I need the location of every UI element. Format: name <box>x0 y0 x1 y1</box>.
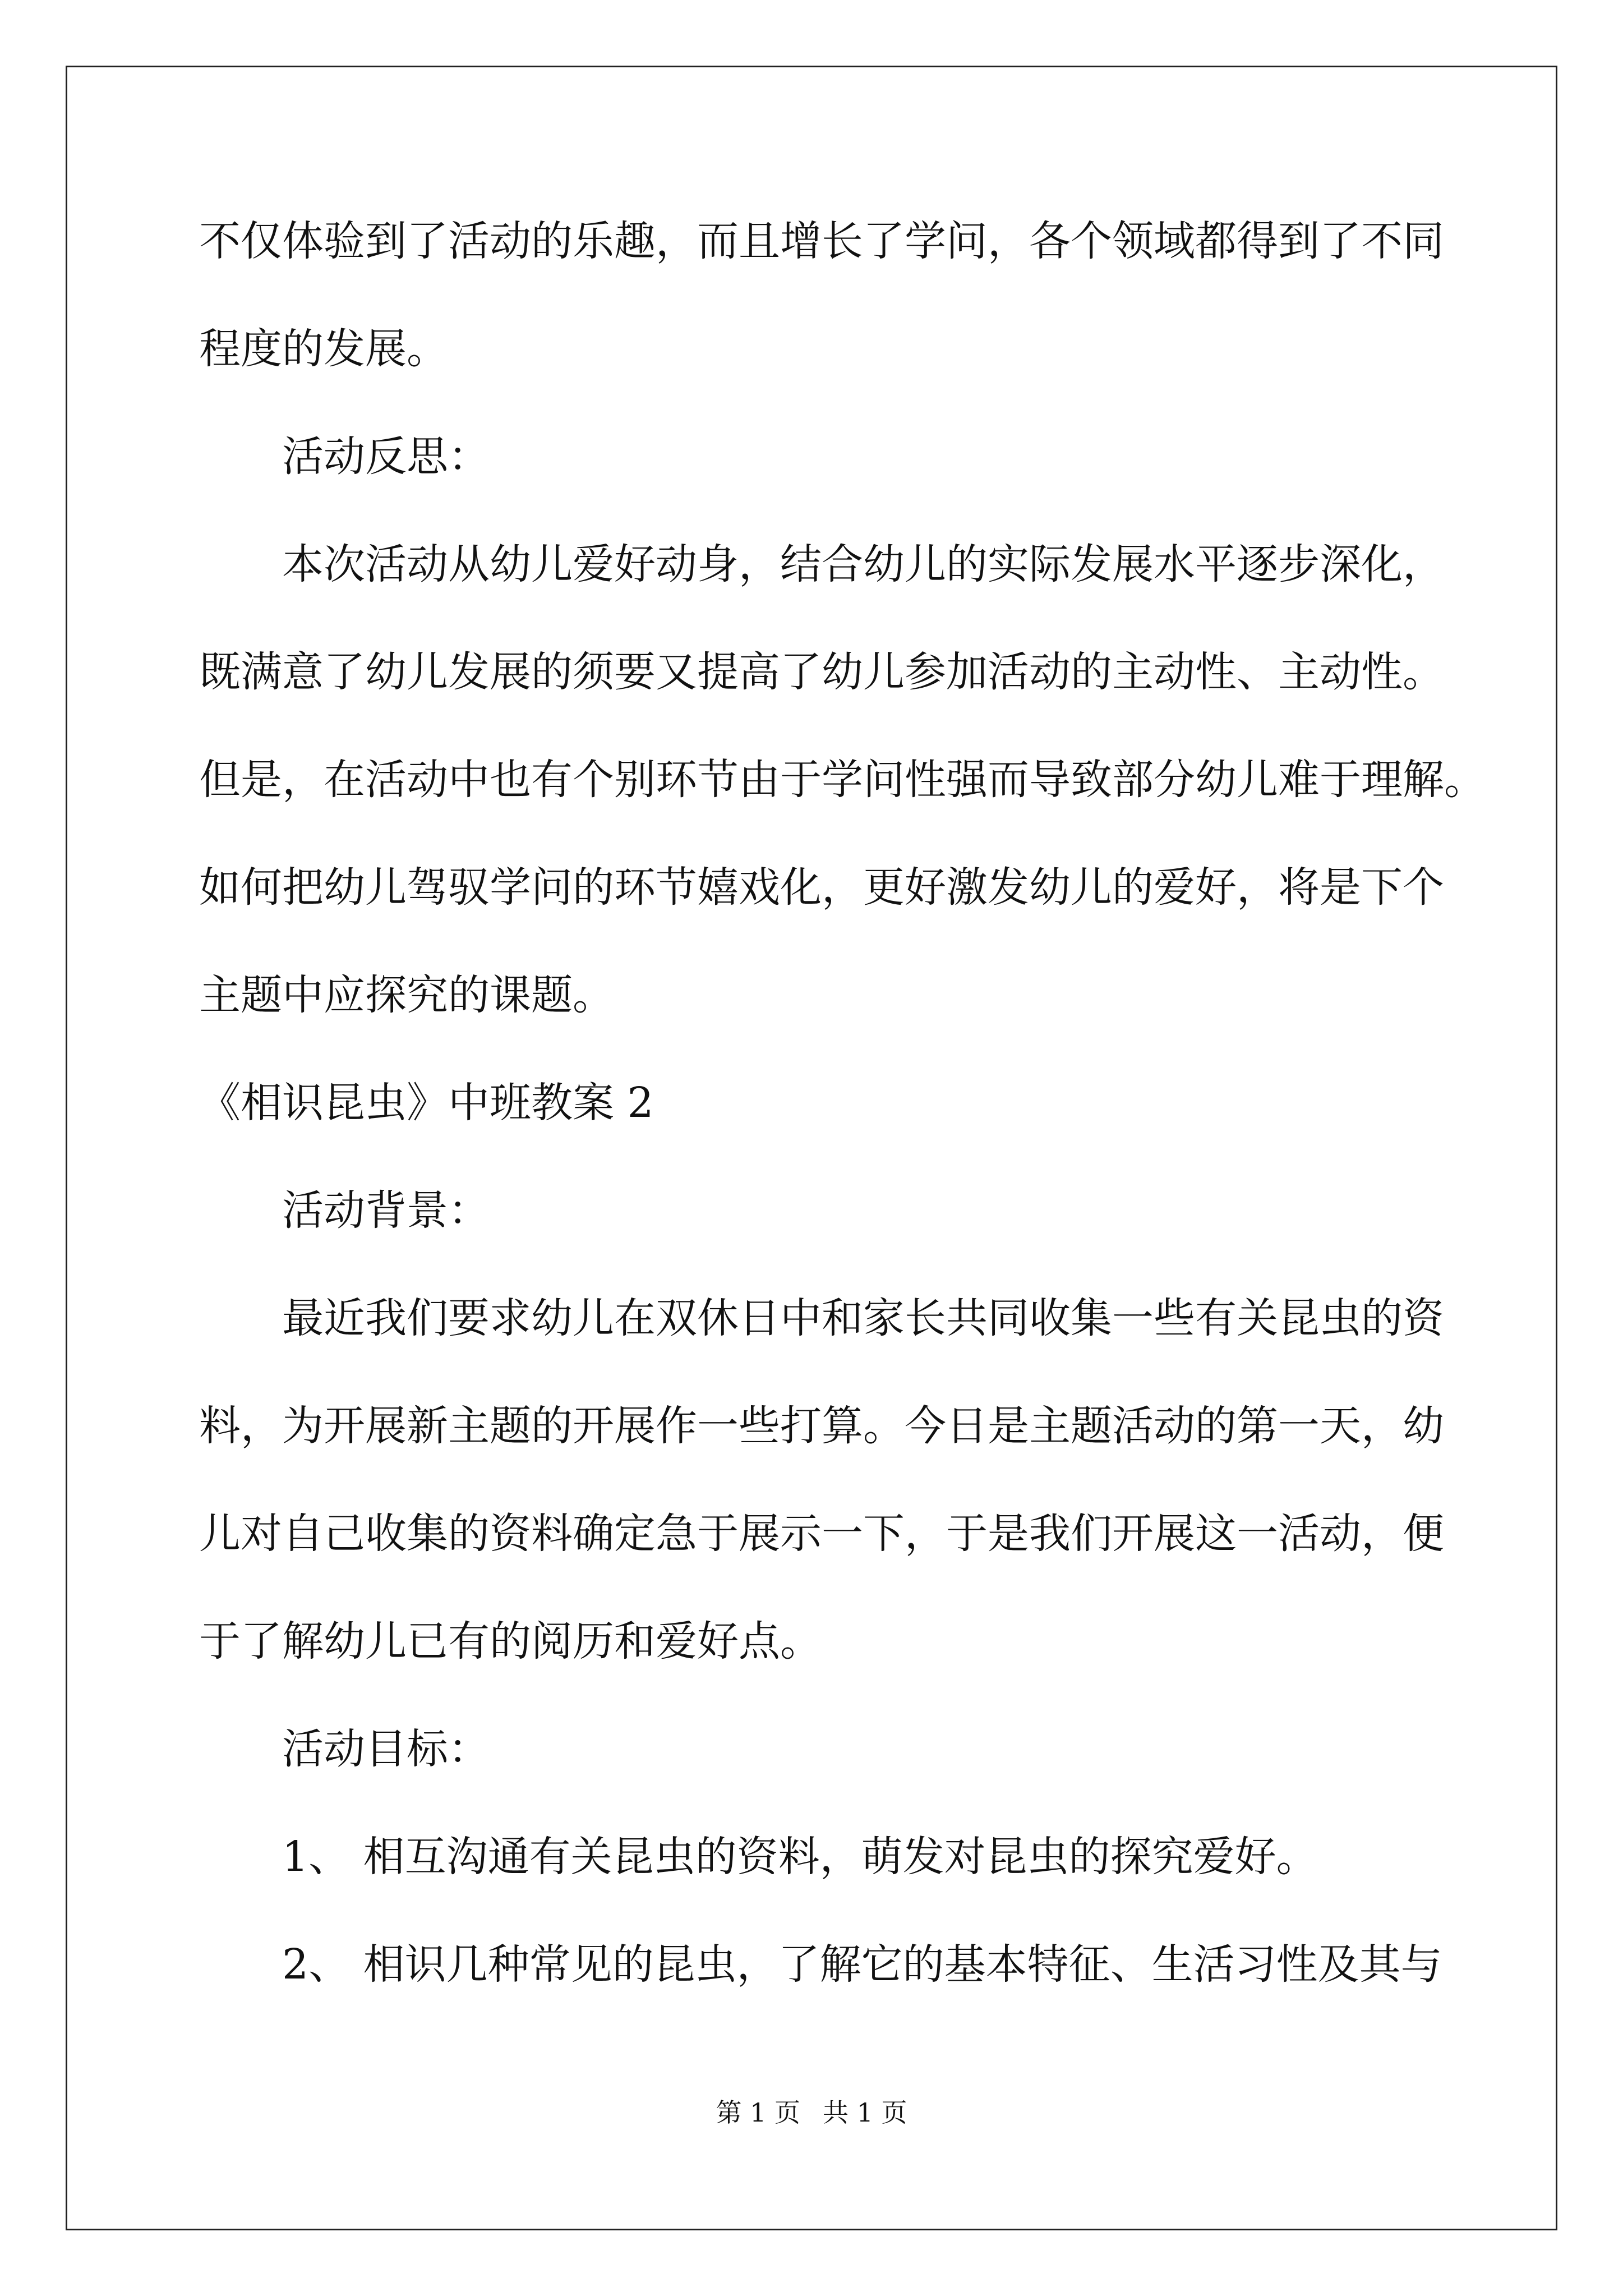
section-heading: 活动反思： <box>282 432 490 481</box>
text-line: 本次活动从幼儿爱好动身，结合幼儿的实际发展水平逐步深化， <box>282 540 1444 588</box>
text-line: 主题中应探究的课题。 <box>199 971 614 1019</box>
text-line: 于了解幼儿已有的阅历和爱好点。 <box>199 1617 822 1665</box>
page-number: 第 1 页 <box>716 2097 800 2128</box>
page-footer <box>0 2096 1623 2129</box>
document-title: 《相识昆虫》中班教案 2 <box>199 1079 654 1127</box>
text-line: 如何把幼儿驾驭学问的环节嬉戏化，更好激发幼儿的爱好，将是下个 <box>199 863 1444 912</box>
text-line: 但是，在活动中也有个别环节由于学问性强而导致部分幼儿难于理解。 <box>199 756 1486 804</box>
document-body <box>199 213 1486 2044</box>
list-item: 2、 相识几种常见的昆虫，了解它的基本特征、生活习性及其与 <box>282 1940 1442 1989</box>
text-line: 最近我们要求幼儿在双休日中和家长共同收集一些有关昆虫的资 <box>282 1294 1444 1342</box>
text-line: 儿对自己收集的资料确定急于展示一下，于是我们开展这一活动，便 <box>199 1510 1444 1558</box>
text-line: 既满意了幼儿发展的须要又提高了幼儿参加活动的主动性、主动性。 <box>199 648 1444 696</box>
list-item: 1、 相互沟通有关昆虫的资料，萌发对昆虫的探究爱好。 <box>282 1833 1318 1881</box>
text-line: 不仅体验到了活动的乐趣，而且增长了学问，各个领域都得到了不同 <box>199 217 1444 265</box>
page-total: 共 1 页 <box>823 2097 907 2128</box>
text-line: 程度的发展。 <box>199 325 448 373</box>
text-line: 料，为开展新主题的开展作一些打算。今日是主题活动的第一天，幼 <box>199 1402 1444 1450</box>
section-heading: 活动目标： <box>282 1725 490 1773</box>
section-heading: 活动背景： <box>282 1186 490 1235</box>
